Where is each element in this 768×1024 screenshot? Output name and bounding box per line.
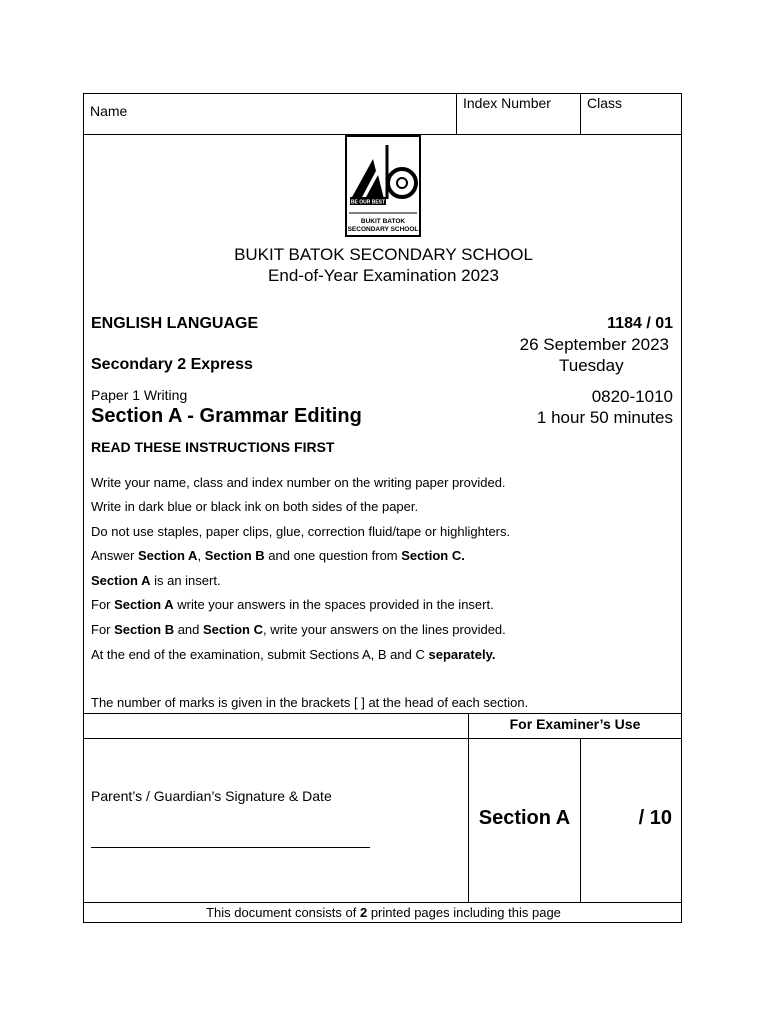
instruction-line-8 (91, 647, 495, 662)
paper-name: Paper 1 Writing (91, 387, 188, 403)
instruction-line-7 (91, 622, 506, 637)
instructions-heading: READ THESE INSTRUCTIONS FIRST (91, 439, 335, 455)
examiner-section-label: Section A (478, 807, 571, 829)
examiner-col-divider-2 (580, 738, 581, 902)
instruction-line-1: Write your name, class and index number on the writing paper provided. (91, 475, 506, 490)
class-field-label: Class (587, 95, 623, 111)
cover-page-frame (83, 93, 682, 923)
examiner-heading-divider (84, 738, 681, 739)
footer-divider (84, 902, 681, 903)
instruction-line-4 (91, 548, 465, 563)
marks-note: The number of marks is given in the brackets [ ] at the head of each section. (91, 695, 529, 710)
instruction-line-4-text-a: Answer (91, 548, 138, 563)
instruction-line-8-text: At the end of the examination, submit Sections A, B and C (91, 647, 429, 662)
instruction-line-7-text-c: and (174, 622, 204, 637)
instruction-line-7-text-e: , write your answers on the lines provided. (262, 622, 506, 637)
level-title: Secondary 2 Express (91, 356, 253, 373)
instruction-line-7-text-a: For (91, 622, 115, 637)
signature-label: Parent’s / Guardian’s Signature & Date (91, 788, 332, 804)
header-col-divider-2 (580, 94, 581, 134)
instruction-line-7-section-b: Section B (114, 622, 175, 637)
school-name: BUKIT BATOK SECONDARY SCHOOL (234, 245, 533, 264)
examiner-score: / 10 (638, 807, 672, 829)
header-col-divider-1 (456, 94, 457, 134)
instruction-line-3: Do not use staples, paper clips, glue, correction fluid/tape or highlighters. (91, 524, 511, 539)
exam-duration: 1 hour 50 minutes (536, 408, 673, 427)
instruction-line-8-separately: separately. (428, 647, 496, 662)
instruction-line-5 (91, 573, 221, 588)
instruction-line-6-text-a: For (91, 597, 115, 612)
page-count-text-a: This document consists of (206, 905, 360, 920)
exam-date: 26 September 2023 (519, 335, 669, 354)
logo-school-line-1: BUKIT BATOK (360, 218, 406, 225)
page-count-note (84, 905, 683, 920)
instruction-line-7-section-c: Section C (203, 622, 263, 637)
instruction-line-4-text-c: , (197, 548, 205, 563)
instruction-line-4-section-b: Section B (204, 548, 265, 563)
subject-title: ENGLISH LANGUAGE (91, 315, 259, 332)
instruction-line-4-section-a: Section A (137, 548, 198, 563)
logo-school-line-2: SECONDARY SCHOOL (347, 226, 419, 233)
examiner-table-top-border (84, 713, 681, 714)
instruction-line-6-text-c: write your answers in the spaces provided in the insert. (173, 597, 494, 612)
instruction-line-5-text: is an insert. (150, 573, 221, 588)
examiner-use-heading: For Examiner’s Use (509, 716, 641, 732)
instruction-line-6 (91, 597, 494, 612)
instruction-line-6-section-a: Section A (114, 597, 174, 612)
exam-day: Tuesday (559, 356, 624, 375)
index-number-field-label: Index Number (463, 95, 551, 111)
exam-time: 0820-1010 (591, 387, 673, 406)
paper-code: 1184 / 01 (607, 315, 673, 332)
section-title: Section A - Grammar Editing (91, 405, 362, 427)
page-count-number: 2 (359, 905, 368, 920)
name-field-label: Name (90, 103, 128, 119)
school-crest-icon (347, 137, 419, 235)
exam-title: End-of-Year Examination 2023 (268, 266, 499, 285)
instruction-line-2: Write in dark blue or black ink on both sides of the paper. (91, 499, 419, 514)
logo-motto: BE OUR BEST (350, 199, 386, 206)
signature-line (91, 847, 370, 848)
instruction-line-5-section-a: Section A (91, 573, 151, 588)
page-count-text-c: printed pages including this page (367, 905, 561, 920)
instruction-line-4-section-c: Section C. (401, 548, 465, 563)
instruction-line-4-text-e: and one question from (264, 548, 402, 563)
school-logo (345, 135, 421, 237)
